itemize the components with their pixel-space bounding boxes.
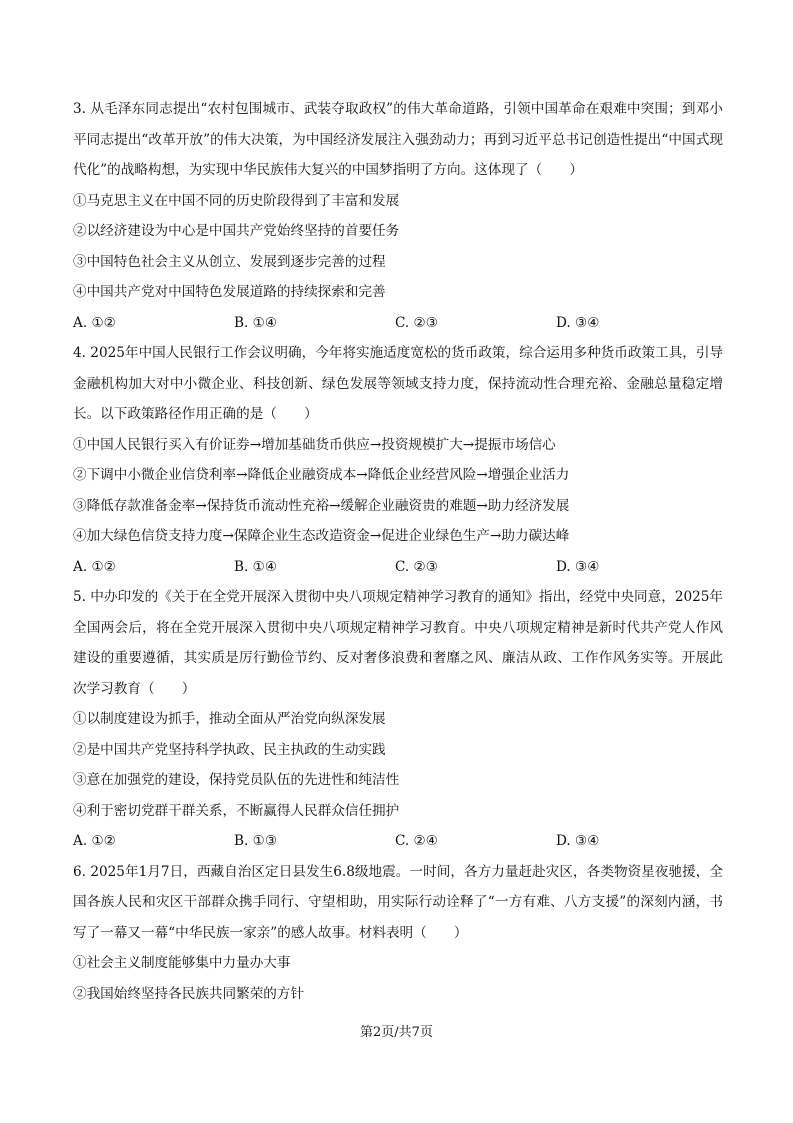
option-statement: ③中国特色社会主义从创立、发展到逐步完善的过程 bbox=[73, 253, 386, 270]
question-stem: 4. 2025年中国人民银行工作会议明确，今年将实施适度宽松的货币政策，综合运用多种货币政策工具，引导金融机构加大对中小微企业、科技创新、绿色发展等领域支持力度，保持流动性合理充裕、金融总量稳定增长。以下政策路径作用正确的是（ ） bbox=[73, 345, 724, 422]
option-statement: ②下调中小微企业信贷利率→降低企业融资成本→降低企业经营风险→增强企业活力 bbox=[73, 467, 570, 483]
question-stem: 5. 中办印发的《关于在全党开展深入贯彻中央八项规定精神学习教育的通知》指出，经党中央同意，2025年全国两会后，将在全党开展深入贯彻中央八项规定精神学习教育。中央八项规定精神是新时代共产党人作风建设的重要遵循，其实质是厉行勤俭节约、反对奢侈浪费和奢靡之风、廉洁从政、工作作风务实等。开展此次学习教育（ ） bbox=[73, 589, 724, 697]
choice-a: A. ①② bbox=[73, 314, 116, 331]
option-statement: ②我国始终坚持各民族共同繁荣的方针 bbox=[73, 985, 305, 1002]
choice-c: C. ②③ bbox=[395, 558, 438, 575]
page-number-footer: 第2页/共7页 bbox=[360, 1025, 433, 1040]
question-5 bbox=[73, 582, 723, 857]
question-4 bbox=[73, 338, 723, 582]
choice-b: B. ①④ bbox=[234, 314, 278, 331]
choice-a: A. ①② bbox=[73, 833, 116, 849]
choice-c: C. ②③ bbox=[395, 314, 438, 331]
option-statement: ④加大绿色信贷支持力度→保障企业生态改造资金→促进企业绿色生产→助力碳达峰 bbox=[73, 528, 570, 544]
choice-d: D. ③④ bbox=[556, 833, 600, 849]
option-statement: ②以经济建设为中心是中国共产党始终坚持的首要任务 bbox=[73, 223, 400, 239]
option-statement: ④中国共产党对中国特色发展道路的持续探索和完善 bbox=[73, 284, 386, 300]
option-statement: ①以制度建设为抓手，推动全面从严治党向纵深发展 bbox=[73, 711, 386, 727]
option-statement: ①马克思主义在中国不同的历史阶段得到了丰富和发展 bbox=[73, 192, 400, 209]
choice-b: B. ①④ bbox=[234, 558, 278, 575]
question-list bbox=[73, 94, 723, 1009]
question-3 bbox=[73, 94, 723, 338]
option-statement: ③意在加强党的建设，保持党员队伍的先进性和纯洁性 bbox=[73, 772, 400, 788]
option-statement: ③降低存款准备金率→保持货币流动性充裕→缓解企业融资贵的难题→助力经济发展 bbox=[73, 497, 570, 514]
choice-a: A. ①② bbox=[73, 558, 116, 575]
choice-b: B. ①③ bbox=[234, 833, 278, 849]
answer-choices bbox=[73, 308, 723, 339]
option-statement: ④利于密切党群干群关系，不断赢得人民群众信任拥护 bbox=[73, 802, 400, 819]
question-stem: 6. 2025年1月7日，西藏自治区定日县发生6.8级地震。一时间，各方力量赶赴灾区，各类物资星夜驰援，全国各族人民和灾区干部群众携手同行、守望相助，用实际行动诠释了“一方有难、八方支援”的深刻内涵，书写了一幕又一幕“中华民族一家亲”的感人故事。材料表明（ ） bbox=[73, 863, 723, 941]
question-6 bbox=[73, 857, 723, 1010]
option-statement: ②是中国共产党坚持科学执政、民主执政的生动实践 bbox=[73, 741, 386, 758]
option-statement: ①社会主义制度能够集中力量办大事 bbox=[73, 955, 291, 971]
question-stem: 3. 从毛泽东同志提出“农村包围城市、武装夺取政权”的伟大革命道路，引领中国革命在艰难中突围；到邓小平同志提出“改革开放”的伟大决策，为中国经济发展注入强劲动力；再到习近平总书记创造性提出“中国式现代化”的战略构想，为实现中华民族伟大复兴的中国梦指明了方向。这体现了（ ） bbox=[73, 101, 723, 178]
answer-choices bbox=[73, 826, 723, 857]
answer-choices bbox=[73, 552, 723, 583]
choice-d: D. ③④ bbox=[556, 558, 600, 575]
choice-d: D. ③④ bbox=[556, 314, 600, 331]
choice-c: C. ②④ bbox=[395, 833, 438, 849]
option-statement: ①中国人民银行买入有价证券→增加基础货币供应→投资规模扩大→提振市场信心 bbox=[73, 436, 556, 453]
